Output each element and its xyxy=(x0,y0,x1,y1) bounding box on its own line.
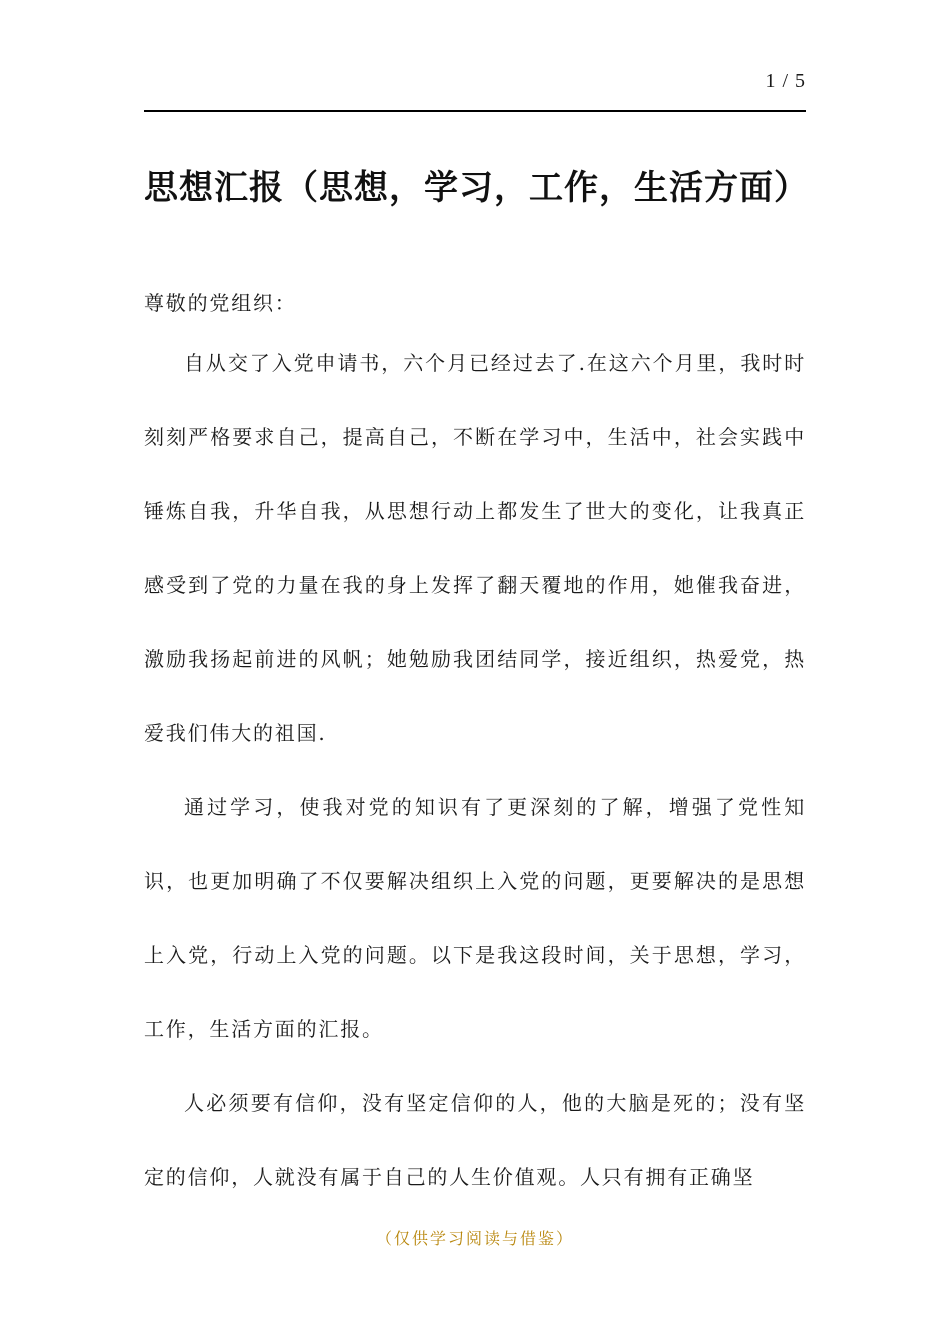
paragraph-1: 自从交了入党申请书，六个月已经过去了.在这六个月里，我时时刻刻严格要求自己，提高自己，不断在学习中，生活中，社会实践中锤炼自我，升华自我，从思想行动上都发生了世大的变化，让我真正感受到了党的力量在我的身上发挥了翻天覆地的作用，她催我奋进，激励我扬起前进的风帆；她勉励我团结同学，接近组织，热爱党，热爱我们伟大的祖国. xyxy=(144,351,806,745)
footer-note: （仅供学习阅读与借鉴） xyxy=(375,1229,574,1248)
salutation: 尊敬的党组织： xyxy=(144,291,297,315)
document-body xyxy=(144,280,806,1214)
page-number: 1 / 5 xyxy=(765,70,806,92)
paragraph-2: 通过学习，使我对党的知识有了更深刻的了解，增强了党性知识，也更加明确了不仅要解决组织上入党的问题，更要解决的是思想上入党，行动上入党的问题。以下是我这段时间，关于思想，学习，工作，生活方面的汇报。 xyxy=(144,795,806,1041)
paragraph-3: 人必须要有信仰，没有坚定信仰的人，他的大脑是死的；没有坚定的信仰，人就没有属于自己的人生价值观。人只有拥有正确坚 xyxy=(144,1091,806,1189)
header-divider xyxy=(144,110,806,112)
document-title: 思想汇报（思想，学习，工作，生活方面） xyxy=(144,168,809,208)
